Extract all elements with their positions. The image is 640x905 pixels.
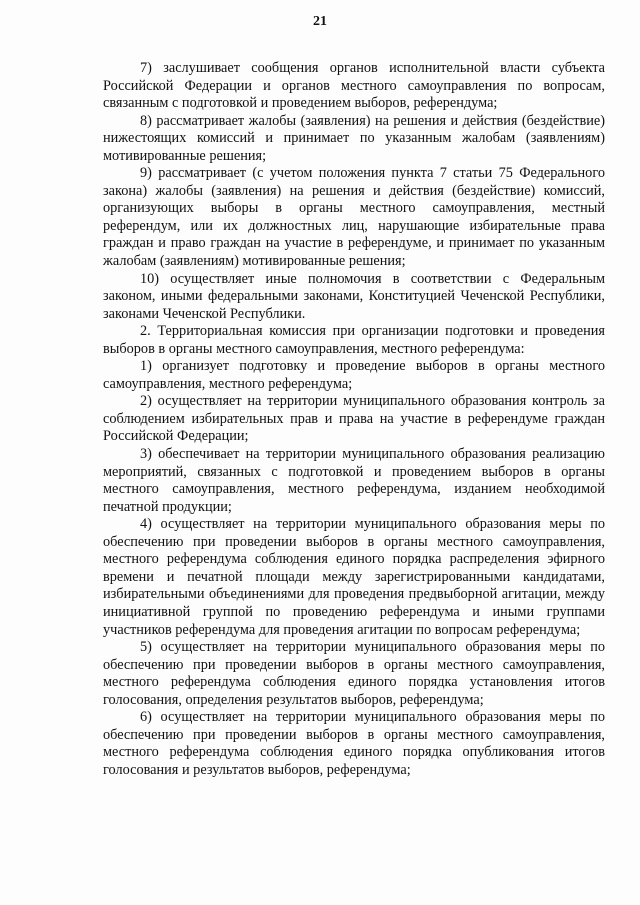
paragraph: 3) обеспечивает на территории муниципального образования реализацию мероприятий, связанных с подготовкой и проведением выборов в органы местного самоуправления, местного референдума, изданием необходимой печатной продукции; [103, 446, 605, 515]
paragraph: 6) осуществляет на территории муниципального образования меры по обеспечению при проведении выборов в органы местного самоуправления, местного референдума соблюдения единого порядка опубликования итогов голосования и результатов выборов, референдума; [103, 709, 605, 778]
document-body [103, 60, 605, 779]
paragraph: 5) осуществляет на территории муниципального образования меры по обеспечению при проведении выборов в органы местного самоуправления, местного референдума соблюдения единого порядка установления итогов голосования, определения результатов выборов, референдума; [103, 639, 605, 708]
paragraph: 10) осуществляет иные полномочия в соответствии с Федеральным законом, иными федеральными законами, Конституцией Чеченской Республики, законами Чеченской Республики. [103, 270, 605, 322]
paragraph: 8) рассматривает жалобы (заявления) на решения и действия (бездействие) нижестоящих комиссий и принимает по указанным жалобам (заявлениям) мотивированные решения; [103, 112, 605, 164]
paragraph: 2. Территориальная комиссия при организации подготовки и проведения выборов в органы местного самоуправления, местного референдума: [103, 323, 605, 357]
paragraph: 9) рассматривает (с учетом положения пункта 7 статьи 75 Федерального закона) жалобы (заявления) на решения и действия (бездействие) комиссий, организующих выборы в органы местного самоуправления, местный референдум, или их должностных лиц, нарушающие избирательные права граждан и право граждан на участие в референдуме, и принимает по указанным жалобам (заявлениям) мотивированные решения; [103, 165, 605, 270]
paragraph: 7) заслушивает сообщения органов исполнительной власти субъекта Российской Федерации и органов местного самоуправления по вопросам, связанным с подготовкой и проведением выборов, референдума; [103, 60, 605, 112]
paragraph: 2) осуществляет на территории муниципального образования контроль за соблюдением избирательных прав и права на участие в референдуме граждан Российской Федерации; [103, 393, 605, 445]
page-number: 21 [313, 14, 327, 29]
paragraph: 4) осуществляет на территории муниципального образования меры по обеспечению при проведении выборов в органы местного самоуправления, местного референдума соблюдения единого порядка распределения эфирного времени и печатной площади между зарегистрированными кандидатами, избирательными объединениями для проведения предвыборной агитации, между инициативной группой по проведению референдума и иными группами участников референдума для проведения агитации по вопросам референдума; [103, 516, 605, 638]
paragraph: 1) организует подготовку и проведение выборов в органы местного самоуправления, местного референдума; [103, 358, 605, 392]
